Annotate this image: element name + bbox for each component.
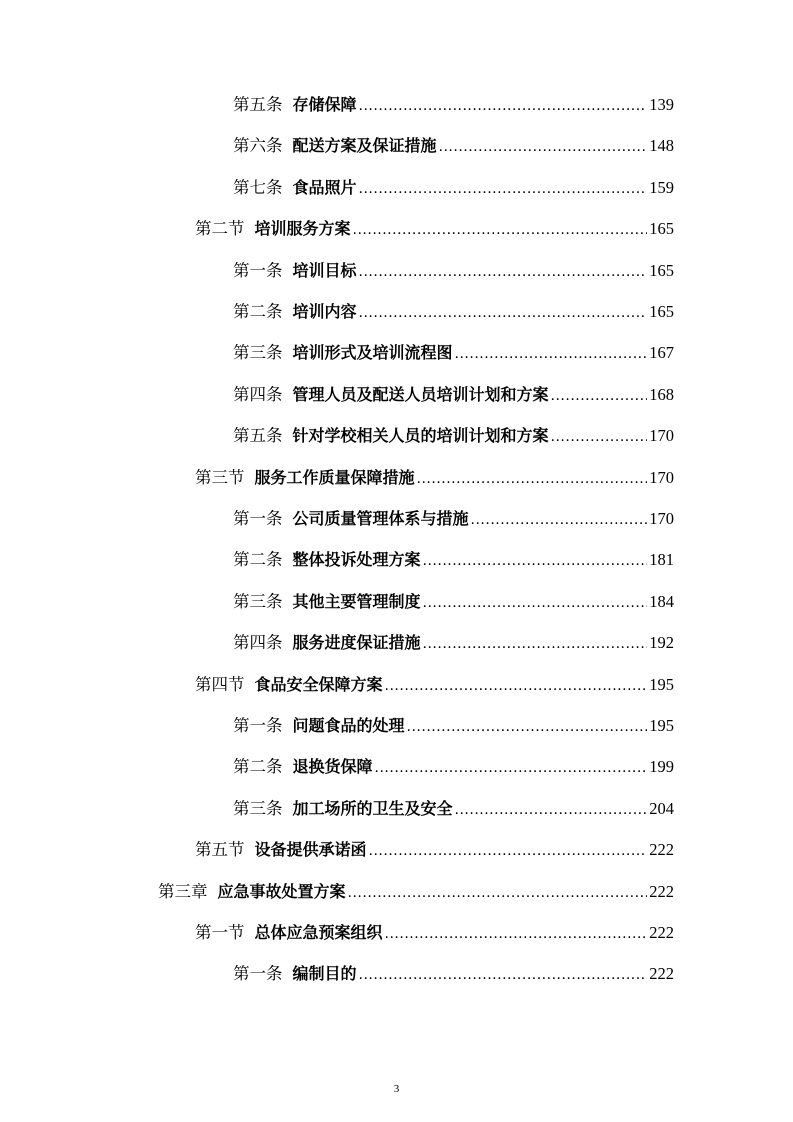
toc-dot-leader [551, 381, 648, 411]
toc-entry[interactable] [233, 90, 674, 120]
toc-entry[interactable] [233, 421, 674, 451]
toc-entry-title: 配送方案及保证措施 [292, 136, 437, 156]
toc-entry-page: 170 [649, 426, 674, 446]
toc-dot-leader [439, 132, 648, 162]
toc-entry[interactable] [233, 752, 674, 782]
toc-entry[interactable] [233, 380, 674, 410]
toc-entry[interactable] [195, 670, 674, 700]
toc-dot-leader [471, 505, 648, 535]
toc-entry-page: 184 [649, 591, 674, 611]
toc-entry-title: 服务进度保证措施 [292, 633, 421, 653]
toc-entry-title: 食品安全保障方案 [254, 674, 383, 694]
toc-dot-leader [407, 712, 648, 742]
toc-entry-label: 第二条 [233, 302, 283, 321]
toc-entry-label: 第七条 [233, 177, 283, 197]
toc-entry[interactable] [195, 835, 674, 865]
toc-dot-leader [455, 795, 648, 825]
toc-dot-leader [359, 960, 648, 990]
toc-entry-title: 问题食品的处理 [292, 716, 405, 735]
toc-dot-leader [423, 629, 648, 659]
toc-entry[interactable] [195, 463, 674, 493]
toc-entry-page: 222 [649, 881, 674, 901]
toc-entry-title: 存储保障 [292, 95, 357, 114]
toc-dot-leader [348, 878, 648, 908]
toc-entry[interactable] [233, 338, 674, 368]
toc-dot-leader [423, 588, 648, 618]
toc-dot-leader [359, 257, 648, 287]
toc-entry[interactable] [233, 256, 674, 286]
toc-entry-page: 192 [649, 633, 674, 653]
toc-entry[interactable] [158, 877, 674, 907]
toc-entry-label: 第一条 [233, 260, 283, 280]
toc-entry[interactable] [233, 794, 674, 824]
toc-entry[interactable] [233, 587, 674, 617]
toc-entry-label: 第三条 [233, 591, 283, 611]
toc-entry-label: 第二条 [233, 757, 283, 777]
toc-entry-page: 222 [649, 840, 674, 860]
page-number: 3 [393, 1083, 400, 1095]
toc-dot-leader [551, 422, 648, 452]
toc-entry-title: 应急事故处置方案 [217, 881, 346, 901]
toc-entry-label: 第三节 [195, 467, 245, 487]
toc-entry[interactable] [233, 628, 674, 658]
toc-entry-label: 第三条 [233, 798, 283, 818]
toc-entry-title: 加工场所的卫生及安全 [292, 798, 453, 818]
toc-entry-label: 第一节 [195, 923, 245, 942]
toc-entry[interactable] [233, 173, 674, 203]
toc-entry[interactable] [233, 131, 674, 161]
toc-dot-leader [385, 671, 648, 701]
toc-entry-label: 第一条 [233, 716, 283, 735]
toc-entry-page: 222 [649, 923, 674, 942]
toc-entry-label: 第五条 [233, 95, 283, 114]
toc-entry-title: 培训内容 [292, 302, 357, 321]
toc-entry-label: 第二条 [233, 550, 283, 570]
toc-entry-page: 139 [649, 95, 674, 114]
toc-entry-title: 管理人员及配送人员培训计划和方案 [292, 384, 549, 404]
toc-entry-label: 第二节 [195, 219, 245, 239]
toc-entry-page: 195 [649, 674, 674, 694]
toc-entry-label: 第一条 [233, 509, 283, 528]
toc-entry-page: 165 [649, 219, 674, 239]
toc-entry-page: 181 [649, 550, 674, 570]
toc-entry-page: 222 [649, 964, 674, 984]
toc-dot-leader [359, 91, 648, 121]
toc-entry-label: 第一条 [233, 964, 283, 984]
toc-dot-leader [375, 753, 648, 783]
toc-entry-page: 167 [649, 343, 674, 363]
toc-entry[interactable] [233, 545, 674, 575]
toc-entry-page: 195 [649, 716, 674, 735]
toc-entry-title: 培训形式及培训流程图 [292, 343, 453, 363]
toc-entry-title: 设备提供承诺函 [254, 840, 367, 860]
toc-dot-leader [385, 919, 648, 949]
toc-entry[interactable] [195, 214, 674, 244]
toc-entry-page: 204 [649, 798, 674, 818]
toc-entry-label: 第五条 [233, 426, 283, 446]
toc-entry-page: 165 [649, 260, 674, 280]
toc-entry-label: 第四条 [233, 384, 283, 404]
toc-entry-page: 199 [649, 757, 674, 777]
toc-entry[interactable] [233, 504, 674, 534]
toc-entry-label: 第五节 [195, 840, 245, 860]
toc-entry-page: 165 [649, 302, 674, 321]
toc-entry-label: 第四节 [195, 674, 245, 694]
toc-entry-page: 148 [649, 136, 674, 156]
toc-dot-leader [359, 174, 648, 204]
toc-entry-page: 168 [649, 384, 674, 404]
toc-entry-page: 170 [649, 467, 674, 487]
toc-entry-label: 第六条 [233, 136, 283, 156]
toc-entry[interactable] [233, 711, 674, 741]
toc-entry-title: 培训服务方案 [254, 219, 351, 239]
toc-entry-label: 第三条 [233, 343, 283, 363]
toc-entry[interactable] [233, 959, 674, 989]
toc-entry-title: 总体应急预案组织 [254, 923, 383, 942]
toc-dot-leader [423, 546, 648, 576]
toc-entry-title: 培训目标 [292, 260, 357, 280]
toc-entry-label: 第三章 [158, 881, 208, 901]
toc-entry-title: 食品照片 [292, 177, 357, 197]
toc-entry-title: 服务工作质量保障措施 [254, 467, 415, 487]
toc-entry-page: 170 [649, 509, 674, 528]
toc-entry-page: 159 [649, 177, 674, 197]
toc-dot-leader [359, 298, 648, 328]
toc-entry-title: 整体投诉处理方案 [292, 550, 421, 570]
toc-entry-title: 编制目的 [292, 964, 357, 984]
toc-entry[interactable] [195, 918, 674, 948]
toc-dot-leader [455, 339, 648, 369]
toc-entry[interactable] [233, 297, 674, 327]
toc-entry-title: 其他主要管理制度 [292, 591, 421, 611]
toc-entry-title: 公司质量管理体系与措施 [292, 509, 469, 528]
toc-dot-leader [369, 836, 648, 866]
toc-entry-title: 针对学校相关人员的培训计划和方案 [292, 426, 549, 446]
toc-dot-leader [353, 215, 648, 245]
toc-entry-title: 退换货保障 [292, 757, 373, 777]
toc-dot-leader [417, 464, 648, 494]
toc-entry-label: 第四条 [233, 633, 283, 653]
